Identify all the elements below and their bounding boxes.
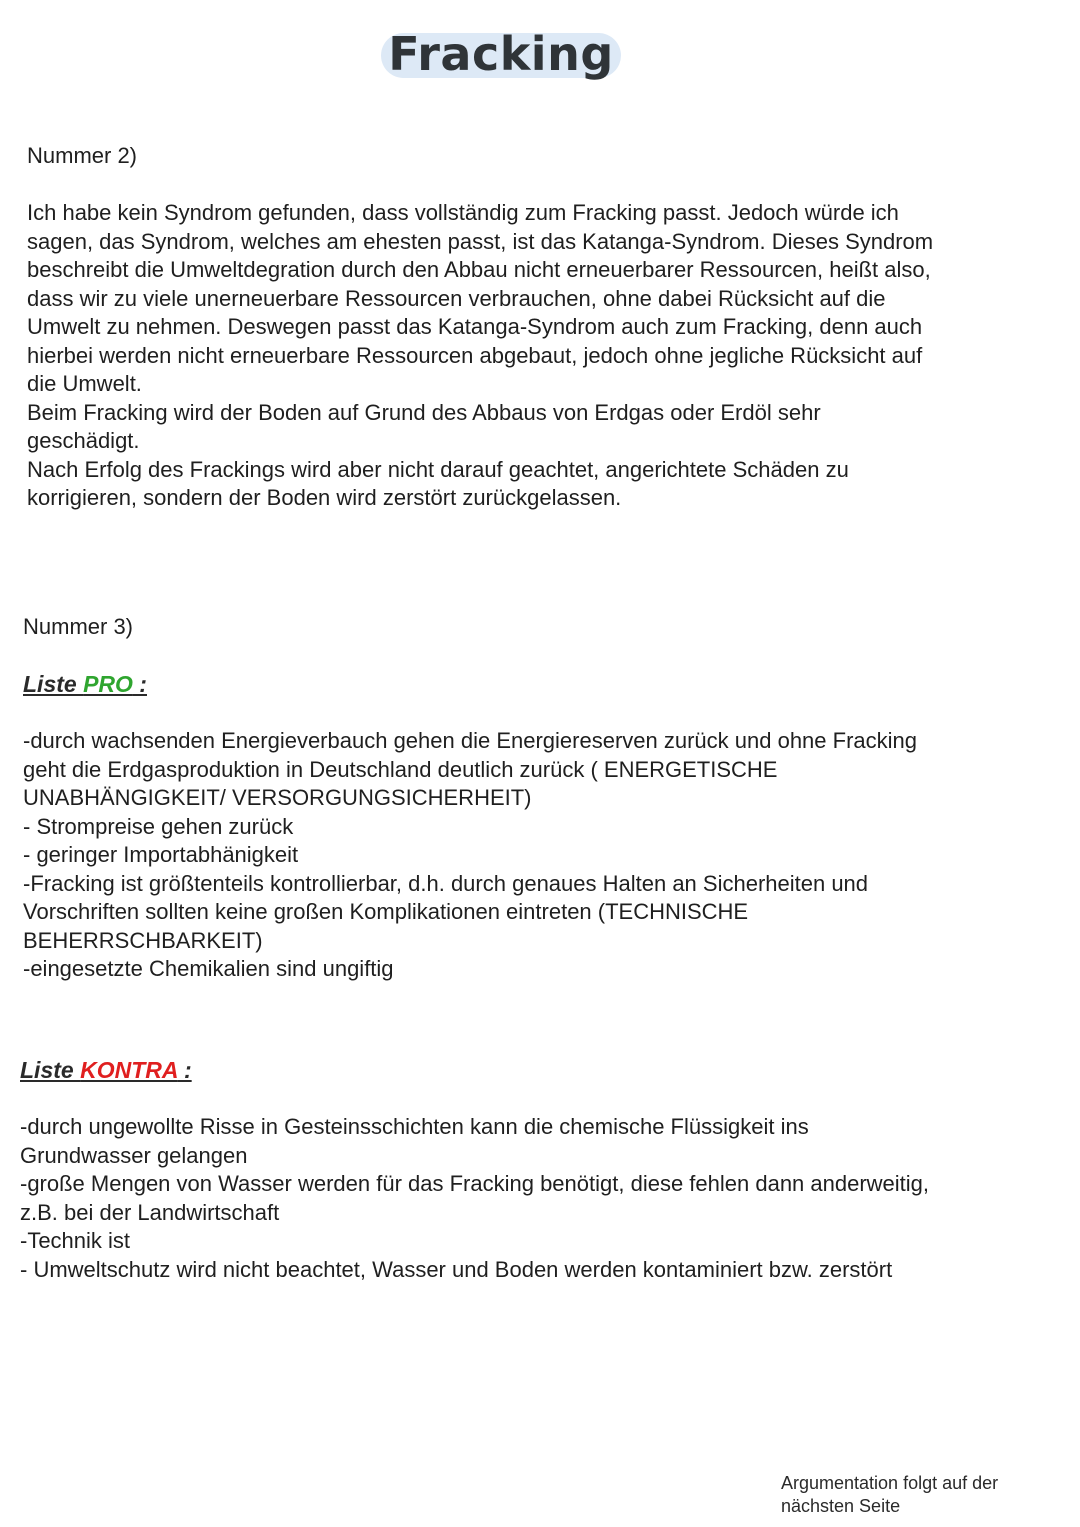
list-item: -durch wachsenden Energieverbauch gehen die Energiereserven zurück und ohne Fracking	[23, 728, 917, 753]
list-item: Grundwasser gelangen	[20, 1142, 248, 1168]
paragraph-line: die Umwelt.	[27, 371, 142, 396]
list-item: - Strompreise gehen zurück	[23, 813, 294, 839]
paragraph-line: dass wir zu viele unerneuerbare Ressourcen verbrauchen, ohne dabei Rücksicht auf die	[27, 285, 886, 311]
list-item: BEHERRSCHBARKEIT)	[23, 927, 263, 953]
paragraph-line: hierbei werden nicht erneuerbare Ressourcen abgebaut, jedoch ohne jegliche Rücksicht auf	[27, 342, 923, 368]
paragraph-line: Ich habe kein Syndrom gefunden, dass vollständig zum Fracking passt. Jedoch würde ich	[27, 200, 899, 225]
list-item: - geringer Importabhänigkeit	[23, 842, 299, 867]
list-item: -Technik ist	[20, 1228, 131, 1253]
kontra-heading	[20, 1055, 192, 1085]
kontra-heading-prefix: Liste	[20, 1057, 81, 1083]
kontra-heading-word: KONTRA	[80, 1057, 178, 1083]
pro-heading-word: PRO	[83, 671, 133, 697]
list-item: geht die Erdgasproduktion in Deutschland deutlich zurück ( ENERGETISCHE	[23, 756, 778, 782]
paragraph-line: sagen, das Syndrom, welches am ehesten passt, ist das Katanga-Syndrom. Dieses Syndrom	[27, 228, 934, 254]
list-item: UNABHÄNGIGKEIT/ VERSORGUNGSICHERHEIT)	[23, 785, 532, 810]
paragraph-line: Umwelt zu nehmen. Deswegen passt das Katanga-Syndrom auch zum Fracking, denn auch	[27, 314, 923, 339]
kontra-heading-suffix: :	[177, 1057, 192, 1083]
section-2-label: Nummer 2)	[27, 143, 138, 168]
list-item: Vorschriften sollten keine großen Komplikationen eintreten (TECHNISCHE	[23, 899, 749, 924]
list-item: -Fracking ist größtenteils kontrollierbar, d.h. durch genaues Halten an Sicherheiten und	[23, 870, 869, 896]
pro-heading	[23, 669, 147, 699]
paragraph-line: korrigieren, sondern der Boden wird zerstört zurückgelassen.	[27, 485, 622, 510]
footer-line: nächsten Seite	[781, 1495, 901, 1516]
paragraph-line: geschädigt.	[27, 428, 140, 453]
footer-note	[781, 1472, 998, 1517]
pro-list	[23, 727, 917, 984]
paragraph-line: Nach Erfolg des Frackings wird aber nicht darauf geachtet, angerichtete Schäden zu	[27, 456, 849, 482]
list-item: -eingesetzte Chemikalien sind ungiftig	[23, 956, 394, 981]
list-item: -große Mengen von Wasser werden für das Fracking benötigt, diese fehlen dann anderweitig,	[20, 1171, 930, 1196]
section-2-body	[27, 199, 933, 513]
footer-line: Argumentation folgt auf der	[781, 1473, 999, 1493]
list-item: - Umweltschutz wird nicht beachtet, Wasser und Boden werden kontaminiert bzw. zerstört	[20, 1256, 893, 1282]
pro-heading-suffix: :	[132, 671, 147, 697]
paragraph-line: Beim Fracking wird der Boden auf Grund des Abbaus von Erdgas oder Erdöl sehr	[27, 399, 821, 425]
list-item: z.B. bei der Landwirtschaft	[20, 1199, 280, 1225]
section-3-label: Nummer 3)	[23, 614, 134, 639]
paragraph-line: beschreibt die Umweltdegration durch den Abbau nicht erneuerbarer Ressourcen, heißt also,	[27, 257, 931, 282]
kontra-list	[20, 1113, 929, 1284]
list-item: -durch ungewollte Risse in Gesteinsschichten kann die chemische Flüssigkeit ins	[20, 1114, 809, 1139]
pro-heading-prefix: Liste	[23, 671, 84, 697]
page-title: Fracking	[388, 27, 614, 81]
